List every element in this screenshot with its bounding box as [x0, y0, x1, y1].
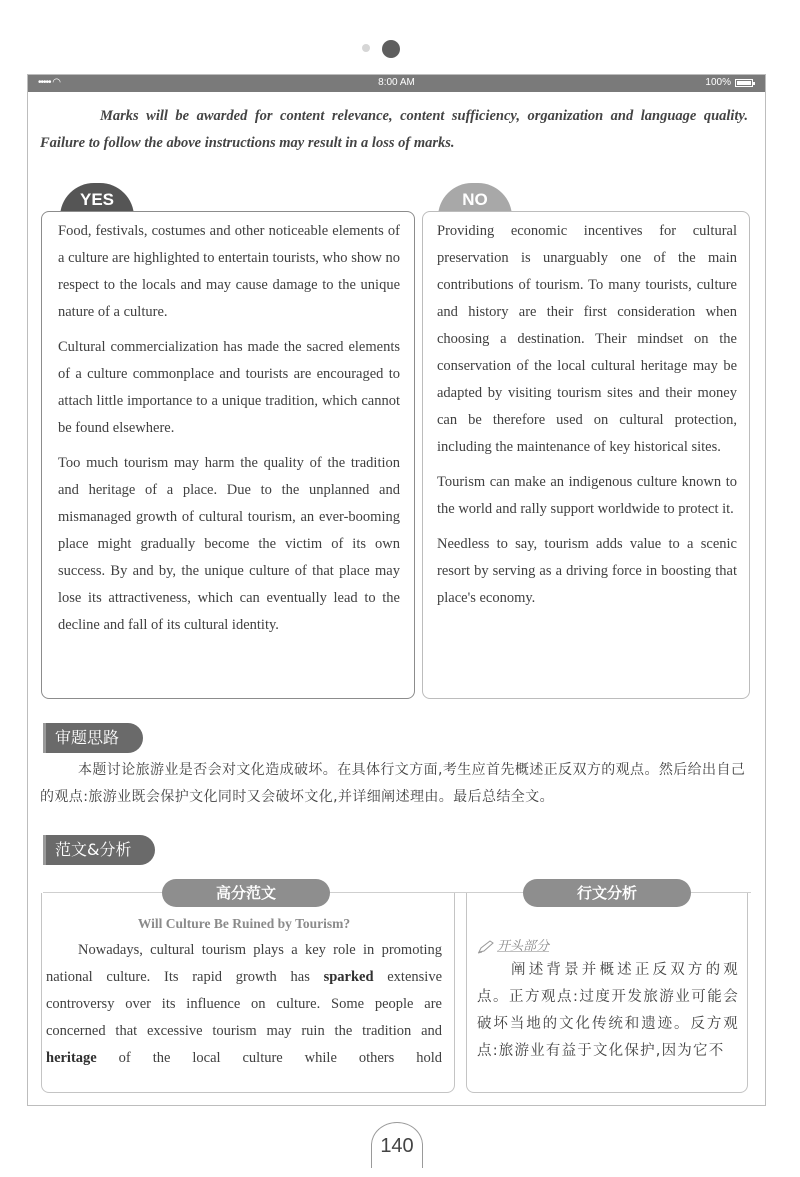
section-label-sample: 范文&分析	[43, 835, 155, 865]
status-time: 8:00 AM	[378, 77, 415, 88]
sample-essay-box	[41, 893, 455, 1093]
essay-text-segment: extensive controversy over its influence on culture. Some people are concerned that excessive tourism may ruin the tradition and	[46, 969, 442, 1039]
essay-keyword: heritage	[46, 1050, 97, 1066]
battery-percent: 100%	[705, 77, 731, 88]
essay-title: Will Culture Be Ruined by Tourism?	[137, 916, 351, 931]
no-paragraph: Providing economic incentives for cultural preservation is unarguably one of the main contributions of tourism. To many tourists, culture and history are their first consideration when choosing a destination. Their mindset on the conservation of the local cultural heritage may be adapted by visiting tourism sites and their money can be therefore used on cultural protection, including the maintenance of key historical sites.	[437, 223, 737, 455]
pen-icon	[477, 940, 495, 954]
camera-sensor-dot	[362, 44, 370, 52]
no-arguments-box	[422, 211, 750, 699]
battery-status	[705, 77, 753, 88]
no-tab-label: NO	[438, 183, 512, 217]
analysis-pill-label: 行文分析	[523, 879, 691, 907]
signal-wifi-icon: ••••• ◠	[38, 77, 61, 88]
analysis-text: 阐述背景并概述正反双方的观点。正方观点:过度开发旅游业可能会破坏当地的文化传统和遗迹。反方观点:旅游业有益于文化保护,因为它不	[477, 962, 739, 1059]
essay-keyword: sparked	[323, 969, 374, 985]
yes-paragraph: Too much tourism may harm the quality of the tradition and heritage of a place. Due to the unplanned and mismanaged growth of cultural tourism, an ever-booming place might gradually become the victim of its own success. By and by, the unique culture of that place may lose its attractiveness, which can eventually lead to the decline and fall of its cultural identity.	[58, 455, 400, 633]
page-number: 140	[371, 1122, 423, 1168]
yes-arguments-box	[41, 211, 415, 699]
analysis-heading	[477, 937, 739, 957]
essay-pill-label: 高分范文	[162, 879, 330, 907]
yes-paragraph: Cultural commercialization has made the sacred elements of a culture commonplace and tourists are encouraged to attach little importance to a unique tradition, which cannot be found elsewhere.	[58, 339, 400, 436]
camera-lens-icon	[382, 40, 400, 58]
yes-tab-label: YES	[60, 183, 134, 217]
section-label-review: 审题思路	[43, 723, 143, 753]
essay-body	[46, 937, 442, 1072]
battery-icon	[735, 79, 753, 87]
tablet-screen	[27, 74, 766, 1106]
analysis-heading-text: 开头部分	[497, 939, 550, 954]
no-paragraph: Needless to say, tourism adds value to a scenic resort by serving as a driving force in boosting that place's economy.	[437, 536, 737, 606]
analysis-box	[466, 893, 748, 1093]
essay-text-segment: of the local culture while others hold	[96, 1050, 442, 1066]
yes-paragraph: Food, festivals, costumes and other noticeable elements of a culture are highlighted to entertain tourists, who show no respect to the locals and may cause damage to the unique nature of a culture.	[58, 223, 400, 320]
status-bar	[28, 75, 765, 92]
instructions-text: Marks will be awarded for content relevance, content sufficiency, organization and language quality. Failure to follow the above instructions may result in a loss of marks.	[40, 108, 748, 151]
no-paragraph: Tourism can make an indigenous culture known to the world and rally support worldwide to protect it.	[437, 474, 737, 517]
essay-text-segment: Nowadays, cultural tourism plays a key role in promoting national culture. Its rapid growth has	[46, 942, 442, 985]
review-text: 本题讨论旅游业是否会对文化造成破坏。在具体行文方面,考生应首先概述正反双方的观点。然后给出自己的观点:旅游业既会保护文化同时又会破坏文化,并详细阐述理由。最后总结全文。	[40, 762, 746, 805]
